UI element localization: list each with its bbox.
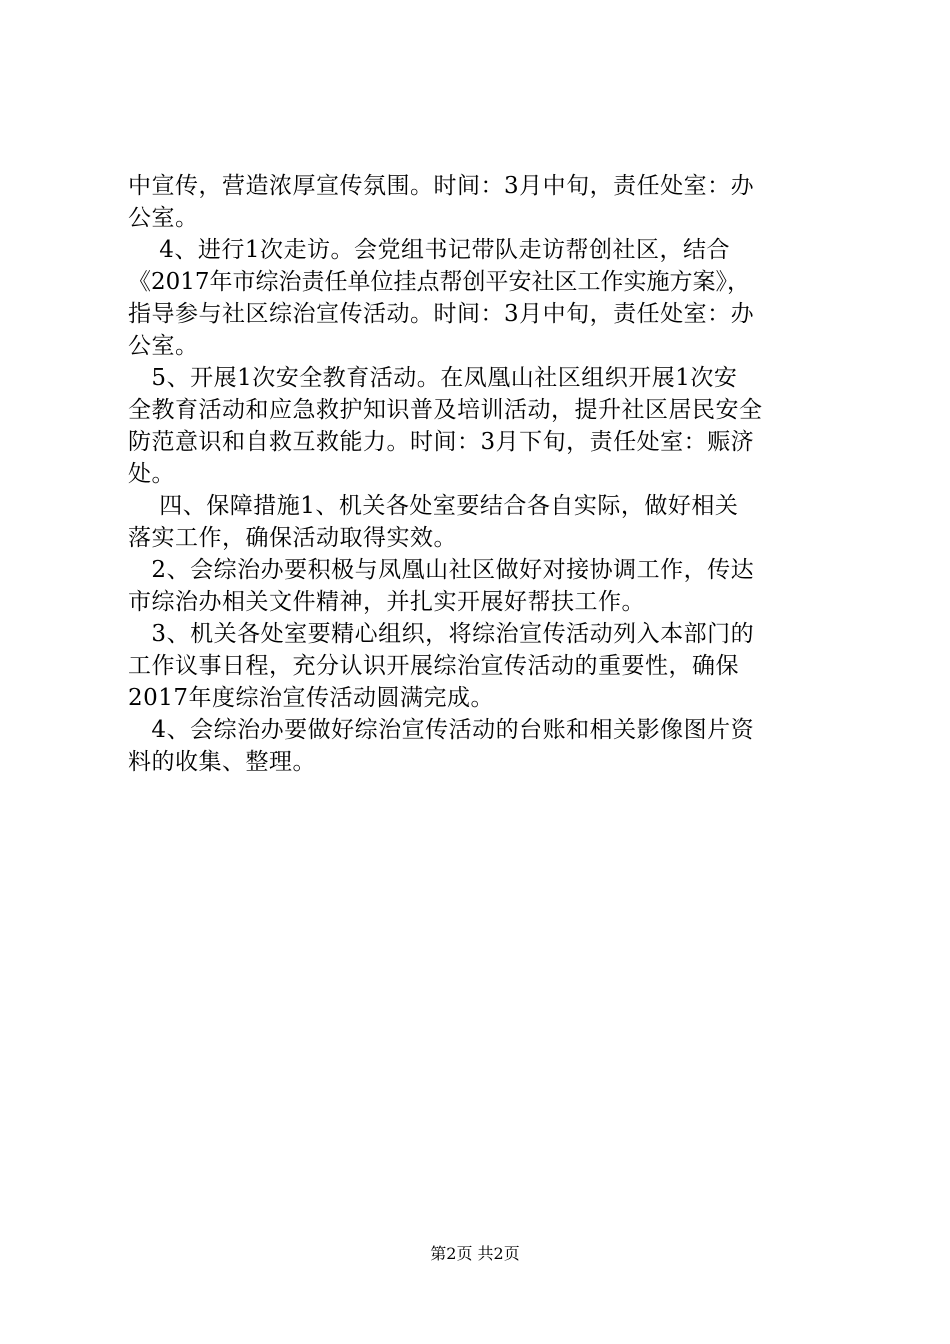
- text-line: 4、会综治办要做好综治宣传活动的台账和相关影像图片资: [128, 717, 755, 743]
- text-line: 工作议事日程，充分认识开展综治宣传活动的重要性，确保: [128, 653, 739, 679]
- page-footer: 第2页 共2页: [430, 1244, 520, 1263]
- text-line: 4、进行1次走访。会党组书记带队走访帮创社区，结合: [128, 237, 731, 263]
- text-line: 5、开展1次安全教育活动。在凤凰山社区组织开展1次安: [128, 365, 738, 391]
- text-line: 落实工作，确保活动取得实效。: [128, 525, 457, 551]
- text-line: 全教育活动和应急救护知识普及培训活动，提升社区居民安全: [128, 397, 763, 423]
- text-line: 2、会综治办要积极与凤凰山社区做好对接协调工作，传达: [128, 557, 755, 583]
- text-line: 公室。: [128, 205, 199, 231]
- document-body: [128, 170, 830, 778]
- text-line: 指导参与社区综治宣传活动。时间：3月中旬，责任处室：办: [128, 301, 755, 327]
- text-line: 2017年度综治宣传活动圆满完成。: [128, 685, 495, 711]
- text-line: 中宣传，营造浓厚宣传氛围。时间：3月中旬，责任处室：办: [128, 173, 755, 199]
- text-line: 公室。: [128, 333, 199, 359]
- text-line: 3、机关各处室要精心组织，将综治宣传活动列入本部门的: [128, 621, 755, 647]
- text-line: 《2017年市综治责任单位挂点帮创平安社区工作实施方案》，: [128, 269, 751, 295]
- text-line: 市综治办相关文件精神，并扎实开展好帮扶工作。: [128, 589, 645, 615]
- text-line: 防范意识和自救互救能力。时间：3月下旬，责任处室：赈济: [128, 429, 755, 455]
- text-line: 处。: [128, 461, 175, 487]
- text-line: 四、保障措施1、机关各处室要结合各自实际，做好相关: [128, 493, 739, 519]
- text-line: 料的收集、整理。: [128, 749, 316, 775]
